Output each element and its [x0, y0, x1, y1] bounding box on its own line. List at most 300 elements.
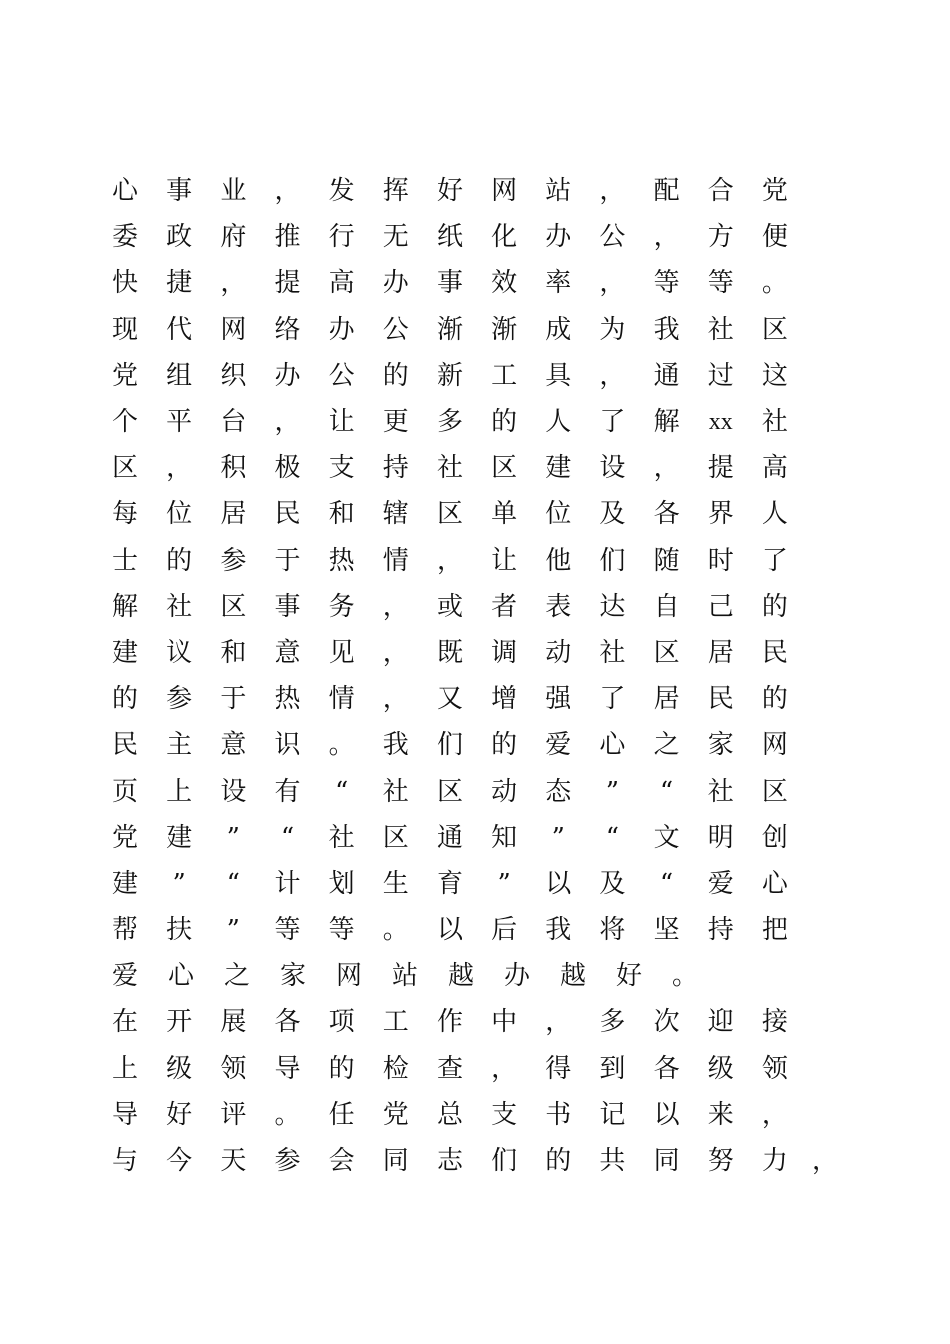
text-glyph: 多 [599, 1007, 626, 1038]
text-glyph: 我 [653, 314, 680, 345]
text-line [112, 722, 788, 768]
text-glyph: 平 [166, 407, 193, 438]
text-line [112, 307, 788, 353]
text-glyph: ， [436, 545, 463, 576]
text-line [112, 538, 788, 584]
text-glyph: 自 [653, 591, 680, 622]
text-glyph: 查 [436, 1053, 463, 1084]
text-glyph: 化 [491, 222, 518, 253]
text-glyph: 居 [707, 637, 734, 668]
text-line [112, 815, 788, 861]
text-glyph: 新 [436, 360, 463, 391]
text-glyph: 务 [328, 591, 355, 622]
text-glyph: ， [274, 176, 301, 207]
text-glyph: 区 [761, 314, 788, 345]
text-glyph: 及 [599, 499, 626, 530]
text-glyph: 扶 [166, 915, 193, 946]
text-line [112, 768, 788, 814]
text-glyph: 家 [280, 961, 307, 992]
text-glyph: 心 [112, 176, 139, 207]
text-line [112, 630, 788, 676]
text-glyph: 业 [220, 176, 247, 207]
text-glyph: 。 [328, 730, 355, 761]
text-glyph: 政 [166, 222, 193, 253]
text-glyph: 辖 [382, 499, 409, 530]
text-line [112, 168, 788, 214]
text-glyph: 区 [220, 591, 247, 622]
text-glyph: 划 [328, 868, 355, 899]
text-glyph: “ [280, 822, 295, 853]
text-glyph: 。 [761, 268, 788, 299]
text-glyph: 书 [545, 1099, 572, 1130]
text-glyph: 解 [112, 591, 139, 622]
text-glyph: 积 [220, 453, 247, 484]
text-glyph: 之 [653, 730, 680, 761]
text-glyph: 他 [545, 545, 572, 576]
text-glyph: 们 [599, 545, 626, 576]
text-glyph: 区 [491, 453, 518, 484]
text-glyph: ” [172, 868, 186, 899]
text-glyph: 力 [761, 1146, 788, 1177]
text-glyph: 情 [382, 545, 409, 576]
text-glyph: 建 [545, 453, 572, 484]
text-glyph: 每 [112, 499, 139, 530]
text-glyph: 创 [761, 822, 788, 853]
text-glyph: 支 [328, 453, 355, 484]
text-glyph: 现 [112, 314, 139, 345]
text-glyph: 通 [653, 360, 680, 391]
text-glyph: 导 [112, 1099, 139, 1130]
text-glyph: 了 [599, 684, 626, 715]
text-glyph: 文 [653, 822, 680, 853]
text-glyph: 为 [599, 314, 626, 345]
text-glyph: “ [226, 868, 240, 899]
text-glyph: 社 [166, 591, 193, 622]
text-glyph: 开 [166, 1007, 193, 1038]
text-glyph: 区 [761, 776, 788, 807]
text-glyph: 区 [112, 453, 139, 484]
text-glyph: 社 [599, 637, 626, 668]
text-line [112, 999, 788, 1045]
text-line [112, 1138, 839, 1184]
text-glyph: 我 [382, 730, 409, 761]
text-glyph: 多 [436, 407, 463, 438]
text-glyph: 参 [166, 684, 193, 715]
text-glyph: 的 [328, 1053, 355, 1084]
text-glyph: ， [599, 268, 626, 299]
text-glyph: 工 [382, 1007, 409, 1038]
text-glyph: 越 [448, 961, 475, 992]
text-glyph: 挥 [382, 176, 409, 207]
text-glyph: 随 [653, 545, 680, 576]
text-glyph: 我 [545, 915, 572, 946]
text-glyph: 办 [504, 961, 531, 992]
text-glyph: 渐 [436, 314, 463, 345]
text-glyph: 计 [274, 868, 301, 899]
text-glyph: 党 [112, 822, 139, 853]
text-glyph: 位 [545, 499, 572, 530]
text-glyph: 得 [545, 1053, 572, 1084]
text-glyph: 让 [491, 545, 518, 576]
text-glyph: 渐 [491, 314, 518, 345]
text-glyph: 具 [545, 360, 572, 391]
text-glyph: 时 [707, 545, 734, 576]
text-glyph: 了 [599, 407, 626, 438]
text-glyph: 。 [672, 961, 699, 992]
text-glyph: 上 [166, 776, 193, 807]
text-glyph: 更 [382, 407, 409, 438]
text-glyph: 以 [653, 1099, 680, 1130]
text-glyph: 爱 [545, 730, 572, 761]
text-glyph: 的 [166, 545, 193, 576]
text-glyph: 家 [707, 730, 734, 761]
text-glyph: ， [220, 268, 247, 299]
text-glyph: 于 [220, 684, 247, 715]
text-glyph: 共 [599, 1146, 626, 1177]
text-glyph: 捷 [166, 268, 193, 299]
text-glyph: 网 [761, 730, 788, 761]
text-glyph: 纸 [436, 222, 463, 253]
text-glyph: 等 [274, 915, 301, 946]
text-glyph: 接 [761, 1007, 788, 1038]
text-glyph: 达 [599, 591, 626, 622]
text-glyph: 网 [336, 961, 363, 992]
text-glyph: xx [708, 409, 733, 436]
text-glyph: 组 [166, 360, 193, 391]
text-line [112, 584, 788, 630]
text-glyph: 项 [328, 1007, 355, 1038]
text-glyph: 知 [491, 822, 518, 853]
text-glyph: ， [382, 684, 409, 715]
text-glyph: 明 [707, 822, 734, 853]
text-glyph: 效 [491, 268, 518, 299]
text-glyph: 行 [328, 222, 355, 253]
text-glyph: 后 [491, 915, 518, 946]
text-glyph: 以 [436, 915, 463, 946]
text-glyph: 己 [707, 591, 734, 622]
text-glyph: 办 [382, 268, 409, 299]
text-glyph: “ [334, 776, 349, 807]
text-glyph: 于 [274, 545, 301, 576]
text-glyph: 成 [545, 314, 572, 345]
text-glyph: ， [491, 1053, 518, 1084]
text-glyph: 代 [166, 314, 193, 345]
text-glyph: 办 [545, 222, 572, 253]
text-glyph: 以 [545, 868, 572, 899]
text-glyph: 见 [328, 637, 355, 668]
text-glyph: 建 [166, 822, 193, 853]
text-glyph: 人 [545, 407, 572, 438]
text-glyph: “ [605, 822, 620, 853]
text-line [112, 491, 788, 537]
text-glyph: 的 [491, 407, 518, 438]
text-glyph: 公 [599, 222, 626, 253]
text-glyph: 同 [382, 1146, 409, 1177]
text-glyph: 设 [599, 453, 626, 484]
text-glyph: 检 [382, 1053, 409, 1084]
text-glyph: 主 [166, 730, 193, 761]
text-glyph: ” [551, 822, 565, 853]
text-line [112, 676, 788, 722]
text-glyph: 动 [545, 637, 572, 668]
text-line [112, 1046, 788, 1092]
text-glyph: ” [497, 868, 511, 899]
text-glyph: 各 [653, 1053, 680, 1084]
text-glyph: 这 [761, 360, 788, 391]
text-glyph: 社 [761, 407, 788, 438]
text-glyph: 好 [166, 1099, 193, 1130]
text-glyph: 及 [599, 868, 626, 899]
text-glyph: 坚 [653, 915, 680, 946]
text-glyph: ， [653, 453, 680, 484]
text-glyph: 民 [761, 637, 788, 668]
text-glyph: 事 [166, 176, 193, 207]
text-glyph: 无 [382, 222, 409, 253]
text-glyph: 级 [707, 1053, 734, 1084]
text-glyph: 建 [112, 637, 139, 668]
text-glyph: 有 [274, 776, 301, 807]
text-glyph: 会 [328, 1146, 355, 1177]
text-glyph: 各 [274, 1007, 301, 1038]
text-glyph: 人 [761, 499, 788, 530]
text-glyph: 级 [166, 1053, 193, 1084]
text-glyph: 委 [112, 222, 139, 253]
text-glyph: 办 [328, 314, 355, 345]
text-glyph: 社 [436, 453, 463, 484]
text-glyph: 之 [224, 961, 251, 992]
text-glyph: 了 [761, 545, 788, 576]
text-glyph: 同 [653, 1146, 680, 1177]
text-glyph: 好 [616, 961, 643, 992]
text-glyph: 的 [112, 684, 139, 715]
text-glyph: 既 [436, 637, 463, 668]
text-glyph: 提 [707, 453, 734, 484]
text-glyph: 便 [761, 222, 788, 253]
text-glyph: ， [274, 407, 301, 438]
text-glyph: 极 [274, 453, 301, 484]
text-glyph: ， [653, 222, 680, 253]
text-glyph: 们 [436, 730, 463, 761]
text-glyph: 的 [491, 730, 518, 761]
text-glyph: 织 [220, 360, 247, 391]
text-glyph: 提 [274, 268, 301, 299]
text-glyph: 高 [761, 453, 788, 484]
text-glyph: 民 [112, 730, 139, 761]
text-glyph: 又 [436, 684, 463, 715]
text-glyph: 公 [382, 314, 409, 345]
text-line [112, 445, 788, 491]
text-glyph: 事 [436, 268, 463, 299]
text-glyph: 设 [220, 776, 247, 807]
text-glyph: 高 [328, 268, 355, 299]
text-glyph: 快 [112, 268, 139, 299]
text-glyph: 把 [761, 915, 788, 946]
text-line [112, 861, 788, 907]
text-glyph: 到 [599, 1053, 626, 1084]
text-glyph: 解 [653, 407, 680, 438]
text-glyph: 来 [707, 1099, 734, 1130]
text-line [112, 399, 788, 445]
text-glyph: 评 [220, 1099, 247, 1130]
text-glyph: 参 [220, 545, 247, 576]
text-line [112, 353, 788, 399]
text-glyph: 和 [220, 637, 247, 668]
text-glyph: 党 [382, 1099, 409, 1130]
text-glyph: 个 [112, 407, 139, 438]
text-glyph: 社 [328, 822, 355, 853]
text-glyph: 表 [545, 591, 572, 622]
text-glyph: 心 [761, 868, 788, 899]
text-glyph: ， [166, 453, 193, 484]
text-glyph: 任 [328, 1099, 355, 1130]
text-glyph: 站 [545, 176, 572, 207]
text-glyph: 的 [761, 591, 788, 622]
text-glyph: 爱 [112, 961, 139, 992]
text-glyph: 们 [491, 1146, 518, 1177]
text-glyph: 等 [707, 268, 734, 299]
text-glyph: 让 [328, 407, 355, 438]
text-glyph: 今 [166, 1146, 193, 1177]
text-glyph: 领 [220, 1053, 247, 1084]
text-glyph: 通 [436, 822, 463, 853]
text-glyph: 中 [491, 1007, 518, 1038]
body-text [112, 168, 852, 1184]
text-glyph: 次 [653, 1007, 680, 1038]
text-glyph: 意 [220, 730, 247, 761]
text-glyph: 的 [761, 684, 788, 715]
text-glyph: 位 [166, 499, 193, 530]
text-glyph: 动 [491, 776, 518, 807]
text-line [112, 1092, 788, 1138]
text-glyph: 情 [328, 684, 355, 715]
text-glyph: 展 [220, 1007, 247, 1038]
text-glyph: 帮 [112, 915, 139, 946]
text-glyph: 者 [491, 591, 518, 622]
text-glyph: 越 [560, 961, 587, 992]
text-glyph: ” [605, 776, 620, 807]
text-glyph: 持 [707, 915, 734, 946]
text-glyph: ， [382, 591, 409, 622]
text-glyph: 支 [491, 1099, 518, 1130]
text-glyph: 等 [653, 268, 680, 299]
text-glyph: 合 [707, 176, 734, 207]
text-line [112, 953, 788, 999]
text-glyph: 的 [545, 1146, 572, 1177]
text-glyph: 导 [274, 1053, 301, 1084]
text-glyph: 志 [436, 1146, 463, 1177]
text-glyph: 天 [220, 1146, 247, 1177]
text-glyph: “ [659, 868, 674, 899]
text-glyph: 爱 [707, 868, 734, 899]
text-glyph: 迎 [707, 1007, 734, 1038]
text-glyph: 努 [707, 1146, 734, 1177]
text-glyph: 热 [328, 545, 355, 576]
text-glyph: 意 [274, 637, 301, 668]
text-glyph: 社 [382, 776, 409, 807]
text-glyph: “ [659, 776, 674, 807]
text-glyph: 持 [382, 453, 409, 484]
text-glyph: 各 [653, 499, 680, 530]
text-glyph: 态 [545, 776, 572, 807]
text-line [112, 214, 788, 260]
text-glyph: 。 [274, 1099, 301, 1130]
text-glyph: 或 [436, 591, 463, 622]
text-glyph: 党 [112, 360, 139, 391]
text-glyph: 区 [653, 637, 680, 668]
text-glyph: 热 [274, 684, 301, 715]
text-glyph: 事 [274, 591, 301, 622]
text-glyph: ， [599, 360, 626, 391]
text-glyph: 社 [707, 776, 734, 807]
text-glyph: 与 [112, 1146, 139, 1177]
text-glyph: ， [812, 1146, 839, 1177]
text-glyph: 居 [220, 499, 247, 530]
text-glyph: 识 [274, 730, 301, 761]
text-glyph: 增 [491, 684, 518, 715]
text-glyph: ， [545, 1007, 572, 1038]
text-glyph: 等 [328, 915, 355, 946]
text-glyph: 公 [328, 360, 355, 391]
text-glyph: 记 [599, 1099, 626, 1130]
text-glyph: 区 [436, 499, 463, 530]
text-glyph: 的 [382, 360, 409, 391]
text-line [112, 260, 788, 306]
text-glyph: 心 [599, 730, 626, 761]
text-glyph: 调 [491, 637, 518, 668]
text-glyph: 区 [382, 822, 409, 853]
text-glyph: 。 [382, 915, 409, 946]
text-glyph: 方 [707, 222, 734, 253]
text-glyph: 网 [220, 314, 247, 345]
text-glyph: 强 [545, 684, 572, 715]
text-glyph: 配 [653, 176, 680, 207]
text-glyph: 总 [436, 1099, 463, 1130]
text-glyph: 办 [274, 360, 301, 391]
text-glyph: 发 [328, 176, 355, 207]
text-glyph: 页 [112, 776, 139, 807]
text-glyph: 党 [761, 176, 788, 207]
text-glyph: 心 [168, 961, 195, 992]
text-glyph: 推 [274, 222, 301, 253]
text-glyph: 府 [220, 222, 247, 253]
text-glyph: ， [599, 176, 626, 207]
text-glyph: 率 [545, 268, 572, 299]
text-glyph: 士 [112, 545, 139, 576]
text-glyph: 育 [436, 868, 463, 899]
text-glyph: 过 [707, 360, 734, 391]
text-glyph: 社 [707, 314, 734, 345]
text-glyph: 生 [382, 868, 409, 899]
text-glyph: 建 [112, 868, 139, 899]
text-glyph: 上 [112, 1053, 139, 1084]
text-line [112, 907, 788, 953]
text-glyph: ” [226, 915, 240, 946]
text-glyph: 站 [392, 961, 419, 992]
text-glyph: ” [226, 822, 240, 853]
text-glyph: 单 [491, 499, 518, 530]
text-glyph: 参 [274, 1146, 301, 1177]
text-glyph: 界 [707, 499, 734, 530]
text-glyph: 议 [166, 637, 193, 668]
text-glyph: 领 [761, 1053, 788, 1084]
text-glyph: 在 [112, 1007, 139, 1038]
text-glyph: ， [382, 637, 409, 668]
text-glyph: ， [761, 1099, 788, 1130]
text-glyph: 工 [491, 360, 518, 391]
text-glyph: 区 [436, 776, 463, 807]
text-glyph: 好 [436, 176, 463, 207]
text-glyph: 居 [653, 684, 680, 715]
